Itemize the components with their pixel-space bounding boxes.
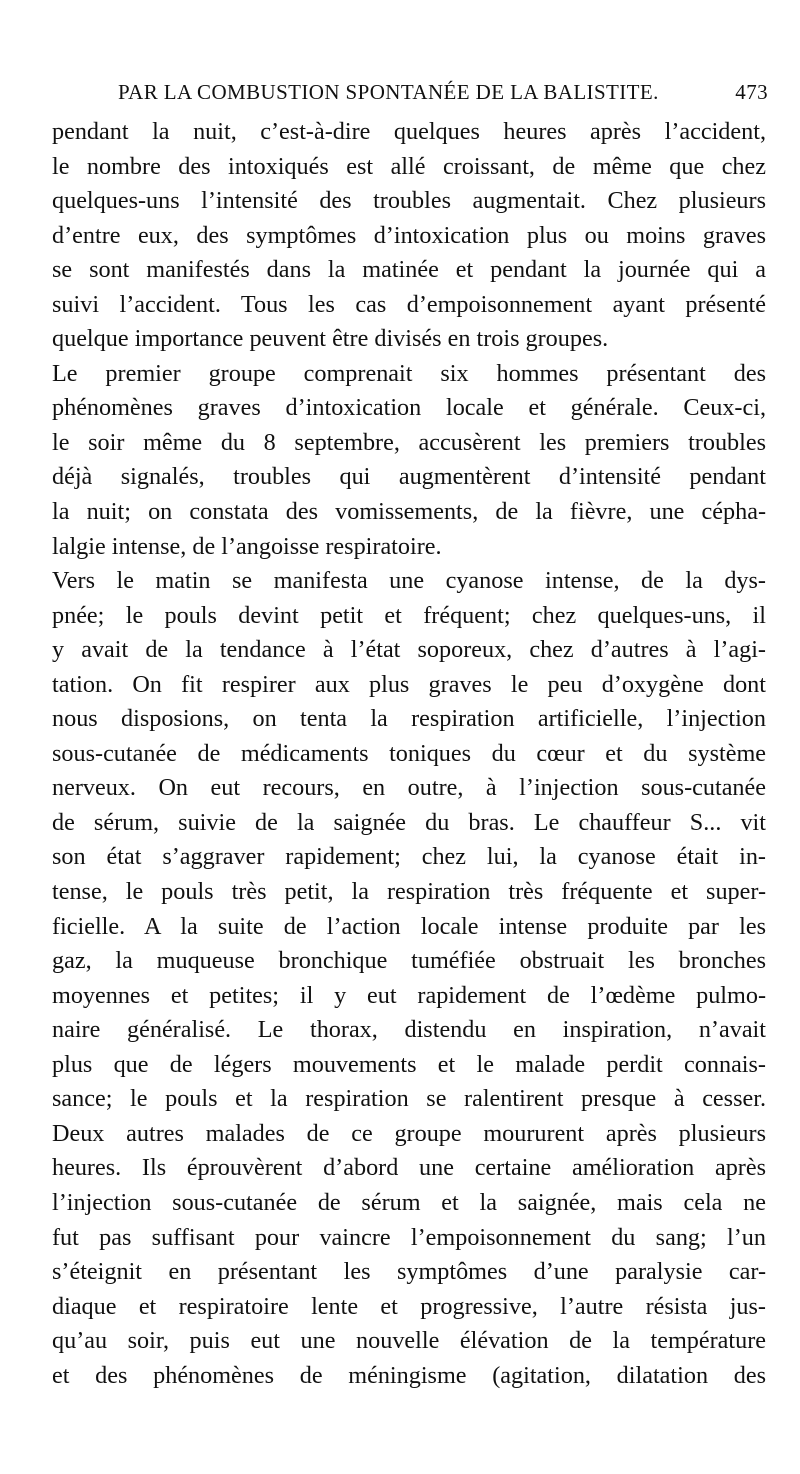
text-line: Deux autres malades de ce groupe moururent après plusieurs bbox=[52, 1119, 766, 1147]
text-line: gaz, la muqueuse bronchique tuméfiée obstruait les bronches bbox=[52, 947, 766, 975]
page-header bbox=[118, 80, 768, 112]
text-line: d’entre eux, des symptômes d’intoxication plus ou moins graves bbox=[52, 221, 766, 249]
text-line: y avait de la tendance à l’état soporeux, chez d’autres à l’agi- bbox=[52, 636, 766, 664]
body-text bbox=[52, 115, 766, 1393]
text-line: moyennes et petites; il y eut rapidement de l’œdème pulmo- bbox=[52, 981, 766, 1009]
text-line: déjà signalés, troubles qui augmentèrent d’intensité pendant bbox=[52, 463, 766, 491]
text-line: naire généralisé. Le thorax, distendu en inspiration, n’avait bbox=[52, 1016, 766, 1044]
text-line: ficielle. A la suite de l’action locale intense produite par les bbox=[52, 912, 766, 940]
text-line: plus que de légers mouvements et le malade perdit connais- bbox=[52, 1050, 766, 1078]
text-line: lalgie intense, de l’angoisse respiratoire. bbox=[52, 532, 442, 560]
text-line: qu’au soir, puis eut une nouvelle élévation de la température bbox=[52, 1327, 766, 1355]
text-line: quelque importance peuvent être divisés en trois groupes. bbox=[52, 325, 609, 353]
text-line: son état s’aggraver rapidement; chez lui, la cyanose était in- bbox=[52, 843, 766, 871]
text-line: fut pas suffisant pour vaincre l’empoisonnement du sang; l’un bbox=[52, 1223, 766, 1251]
running-title: PAR LA COMBUSTION SPONTANÉE DE LA BALISTITE. bbox=[118, 80, 659, 104]
text-line: se sont manifestés dans la matinée et pendant la journée qui a bbox=[52, 256, 766, 284]
text-line: de sérum, suivie de la saignée du bras. Le chauffeur S... vit bbox=[52, 808, 766, 836]
text-line: le soir même du 8 septembre, accusèrent les premiers troubles bbox=[52, 428, 766, 456]
text-line: le nombre des intoxiqués est allé croissant, de même que chez bbox=[52, 152, 766, 180]
text-line: tation. On fit respirer aux plus graves le peu d’oxygène dont bbox=[52, 670, 766, 698]
text-line: sous-cutanée de médicaments toniques du cœur et du système bbox=[52, 739, 766, 767]
text-line: la nuit; on constata des vomissements, de la fièvre, une cépha- bbox=[52, 498, 766, 526]
text-line: tense, le pouls très petit, la respiration très fréquente et super- bbox=[52, 878, 766, 906]
text-line: sance; le pouls et la respiration se ralentirent presque à cesser. bbox=[52, 1085, 766, 1113]
text-line: heures. Ils éprouvèrent d’abord une certaine amélioration après bbox=[52, 1154, 766, 1182]
text-line: suivi l’accident. Tous les cas d’empoisonnement ayant présenté bbox=[52, 290, 766, 318]
text-line: pendant la nuit, c’est-à-dire quelques heures après l’accident, bbox=[52, 118, 766, 145]
page-number: 473 bbox=[735, 80, 768, 104]
text-line: s’éteignit en présentant les symptômes d’une paralysie car- bbox=[52, 1258, 766, 1286]
text-line: l’injection sous-cutanée de sérum et la saignée, mais cela ne bbox=[52, 1188, 766, 1216]
text-line: et des phénomènes de méningisme (agitation, dilatation des bbox=[52, 1361, 766, 1389]
text-line: nerveux. On eut recours, en outre, à l’injection sous-cutanée bbox=[52, 774, 766, 802]
text-line: pnée; le pouls devint petit et fréquent; chez quelques-uns, il bbox=[52, 601, 766, 629]
text-line: diaque et respiratoire lente et progressive, l’autre résista jus- bbox=[52, 1292, 766, 1320]
text-line: nous disposions, on tenta la respiration artificielle, l’injection bbox=[52, 705, 766, 733]
text-line: phénomènes graves d’intoxication locale et générale. Ceux-ci, bbox=[52, 394, 766, 422]
text-line: Le premier groupe comprenait six hommes présentant des bbox=[52, 359, 766, 387]
text-line: Vers le matin se manifesta une cyanose intense, de la dys- bbox=[52, 567, 766, 595]
text-line: quelques-uns l’intensité des troubles augmentait. Chez plusieurs bbox=[52, 187, 766, 215]
